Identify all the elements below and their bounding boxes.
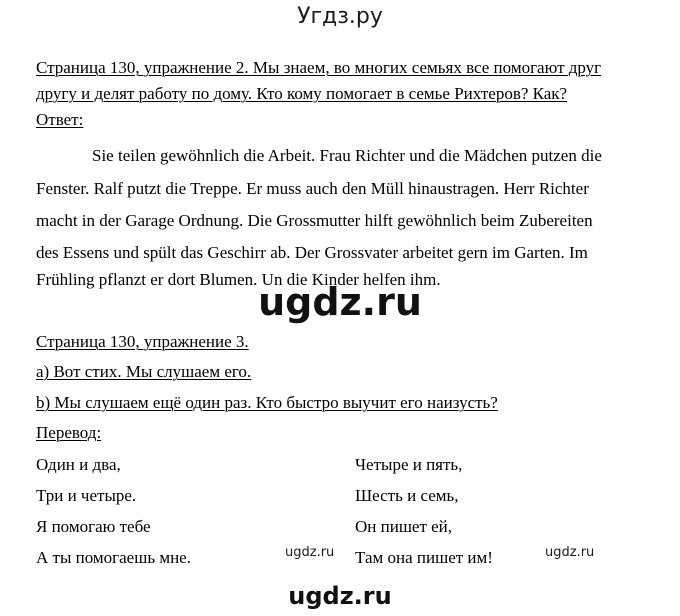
- watermark-small: ugdz.ru: [545, 545, 595, 560]
- poem-right-line: Четыре и пять,: [355, 455, 463, 474]
- poem-right-line: Шесть и семь,: [355, 486, 459, 505]
- answer-line: macht in der Garage Ordnung. Die Grossmutter hilft gewöhnlich beim Zubereiten: [36, 211, 593, 230]
- translation-label: Перевод:: [36, 423, 102, 442]
- exercise2-heading-line2: другу и делят работу по дому. Кто кому помогает в семье Рихтеров? Как?: [36, 84, 568, 103]
- site-title: Угдз.ру: [297, 4, 383, 29]
- answer-line: Frühling pflanzt er dort Blumen. Un die Kinder helfen ihm.: [36, 270, 441, 289]
- watermark-bottom: ugdz.ru: [288, 582, 392, 610]
- poem-left-line: А ты помогаешь мне.: [36, 548, 191, 567]
- poem-right-line: Он пишет ей,: [355, 517, 453, 536]
- answer-line: Fenster. Ralf putzt die Treppe. Er muss auch den Müll hinaustragen. Herr Richter: [36, 179, 589, 198]
- exercise3-task-a: a) Вот стих. Мы слушаем его.: [36, 362, 252, 381]
- poem-left-line: Три и четыре.: [36, 486, 137, 505]
- poem-left-line: Один и два,: [36, 455, 121, 474]
- answer-label: Ответ:: [36, 110, 84, 129]
- answer-line: des Essens und spült das Geschirr ab. Der Grossvater arbeitet gern im Garten. Im: [36, 243, 588, 262]
- exercise3-heading: Страница 130, упражнение 3.: [36, 332, 249, 351]
- poem-right-line: Там она пишет им!: [355, 548, 493, 567]
- answer-line: Sie teilen gewöhnlich die Arbeit. Frau Richter und die Mädchen putzen die: [92, 146, 602, 165]
- watermark-mid: ugdz.ru: [258, 280, 422, 324]
- poem-left-line: Я помогаю тебе: [36, 517, 151, 536]
- exercise2-heading-line1: Страница 130, упражнение 2. Мы знаем, во многих семьях все помогают друг: [36, 58, 602, 77]
- watermark-small: ugdz.ru: [285, 545, 335, 560]
- exercise3-task-b: b) Мы слушаем ещё один раз. Кто быстро выучит его наизусть?: [36, 393, 498, 412]
